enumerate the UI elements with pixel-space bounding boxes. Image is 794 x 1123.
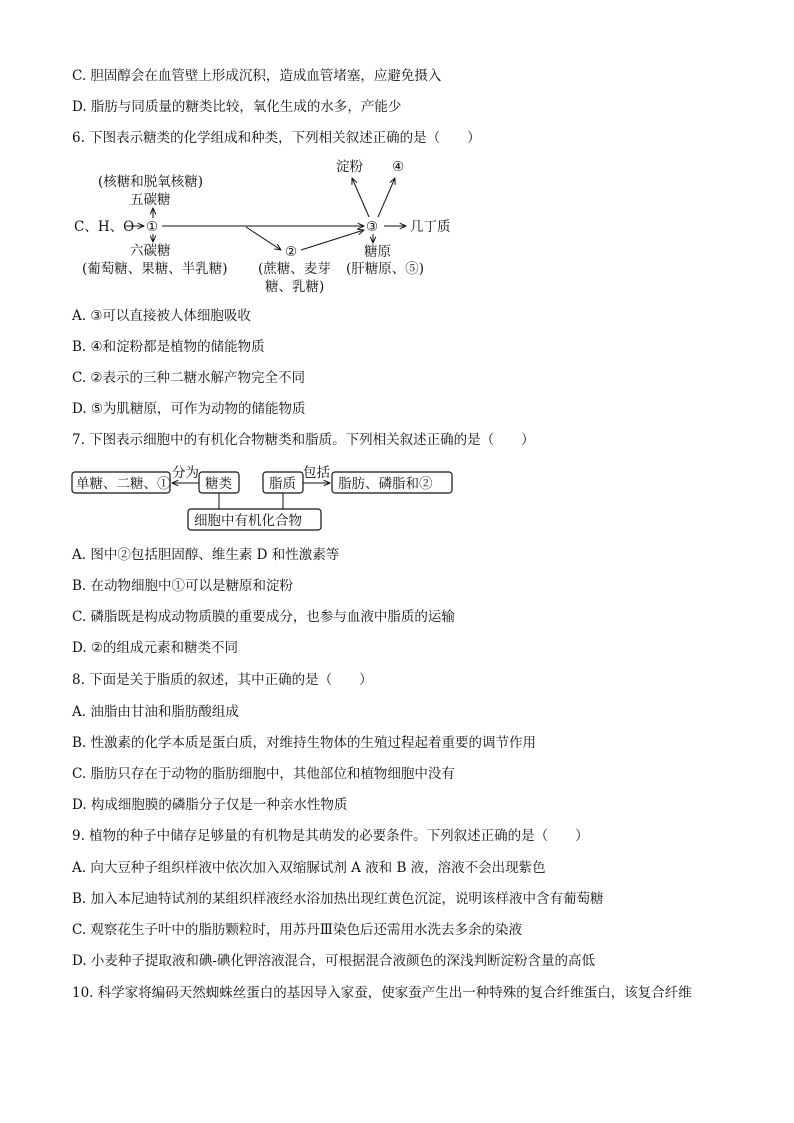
fig6-glycogen-note: (肝糖原、⑤): [346, 261, 425, 277]
question-8: 8. 下面是关于脂质的叙述，其中正确的是（ ）: [72, 672, 373, 688]
option-b-q7: B. 在动物细胞中①可以是糖原和淀粉: [72, 578, 294, 594]
fig6-chitin: 几丁质: [410, 219, 451, 235]
fig7-label-include: 包括: [303, 465, 330, 481]
option-d-q9: D. 小麦种子提取液和碘-碘化钾溶液混合，可根据混合液颜色的深浅判断淀粉含量的高低: [72, 953, 595, 969]
fig6-pentose: 五碳糖: [130, 192, 171, 208]
option-c-q7: C. 磷脂既是构成动物质膜的重要成分，也参与血液中脂质的运输: [72, 609, 455, 625]
fig6-starch: 淀粉: [336, 159, 363, 175]
option-b-q8: B. 性激素的化学本质是蛋白质，对维持生物体的生殖过程起着重要的调节作用: [72, 735, 537, 751]
fig7-box-lipid: 脂质: [269, 476, 296, 492]
option-c-q5: C. 胆固醇会在血管壁上形成沉积，造成血管堵塞，应避免摄入: [72, 68, 442, 84]
option-c-q6: C. ②表示的三种二糖水解产物完全不同: [72, 370, 306, 386]
option-d-q7: D. ②的组成元素和糖类不同: [72, 640, 239, 656]
option-b-q6: B. ④和淀粉都是植物的储能物质: [72, 339, 265, 355]
fig7-box-right: 脂肪、磷脂和②: [338, 476, 433, 492]
option-c-q9: C. 观察花生子叶中的脂肪颗粒时，用苏丹Ⅲ染色后还需用水洗去多余的染液: [72, 922, 522, 938]
question-7: 7. 下图表示细胞中的有机化合物糖类和脂质。下列相关叙述正确的是（ ）: [72, 432, 535, 448]
fig7-label-divide: 分为: [172, 465, 199, 481]
option-d-q6: D. ⑤为肌糖原，可作为动物的储能物质: [72, 401, 306, 417]
fig6-hexose-note: (葡萄糖、果糖、半乳糖): [82, 261, 228, 277]
option-d-q5: D. 脂肪与同质量的糖类比较，氧化生成的水多，产能少: [72, 99, 402, 115]
option-a-q8: A. 油脂由甘油和脂肪酸组成: [72, 704, 239, 720]
option-a-q9: A. 向大豆种子组织样液中依次加入双缩脲试剂 A 液和 B 液，溶液不会出现紫色: [72, 860, 546, 876]
fig7-box-left: 单糖、二糖、①: [76, 476, 171, 492]
fig6-node-1: ①: [146, 219, 159, 235]
fig6-node-2: ②: [285, 244, 298, 260]
option-b-q9: B. 加入本尼迪特试剂的某组织样液经水浴加热出现红黄色沉淀，说明该样液中含有葡萄糖: [72, 891, 604, 907]
option-a-q6: A. ③可以直接被人体细胞吸收: [72, 308, 251, 324]
fig7-box-bottom: 细胞中有机化合物: [194, 513, 302, 529]
fig6-elements: C、H、O: [74, 219, 135, 235]
fig6-node-4: ④: [392, 159, 405, 175]
fig6-hexose: 六碳糖: [130, 243, 171, 259]
fig7-box-sugar: 糖类: [205, 476, 232, 492]
fig6-n2-note-2: 糖、乳糖): [265, 279, 325, 295]
fig6-glycogen: 糖原: [364, 244, 391, 260]
option-a-q7: A. 图中②包括胆固醇、维生素 D 和性激素等: [72, 547, 340, 563]
question-9: 9. 植物的种子中储存足够量的有机物是其萌发的必要条件。下列叙述正确的是（ ）: [72, 828, 589, 844]
fig6-pentose-note: (核糖和脱氧核糖): [98, 174, 204, 190]
question-10: 10. 科学家将编码天然蜘蛛丝蛋白的基因导入家蚕，使家蚕产生出一种特殊的复合纤维蛋白，该复合纤维: [72, 985, 692, 1001]
option-d-q8: D. 构成细胞膜的磷脂分子仅是一种亲水性物质: [72, 797, 348, 813]
fig6-n2-note-1: (蔗糖、麦芽: [258, 261, 331, 277]
question-6: 6. 下图表示糖类的化学组成和种类，下列相关叙述正确的是（ ）: [72, 130, 481, 146]
fig6-node-3: ③: [366, 219, 379, 235]
option-c-q8: C. 脂肪只存在于动物的脂肪细胞中，其他部位和植物细胞中没有: [72, 766, 455, 782]
